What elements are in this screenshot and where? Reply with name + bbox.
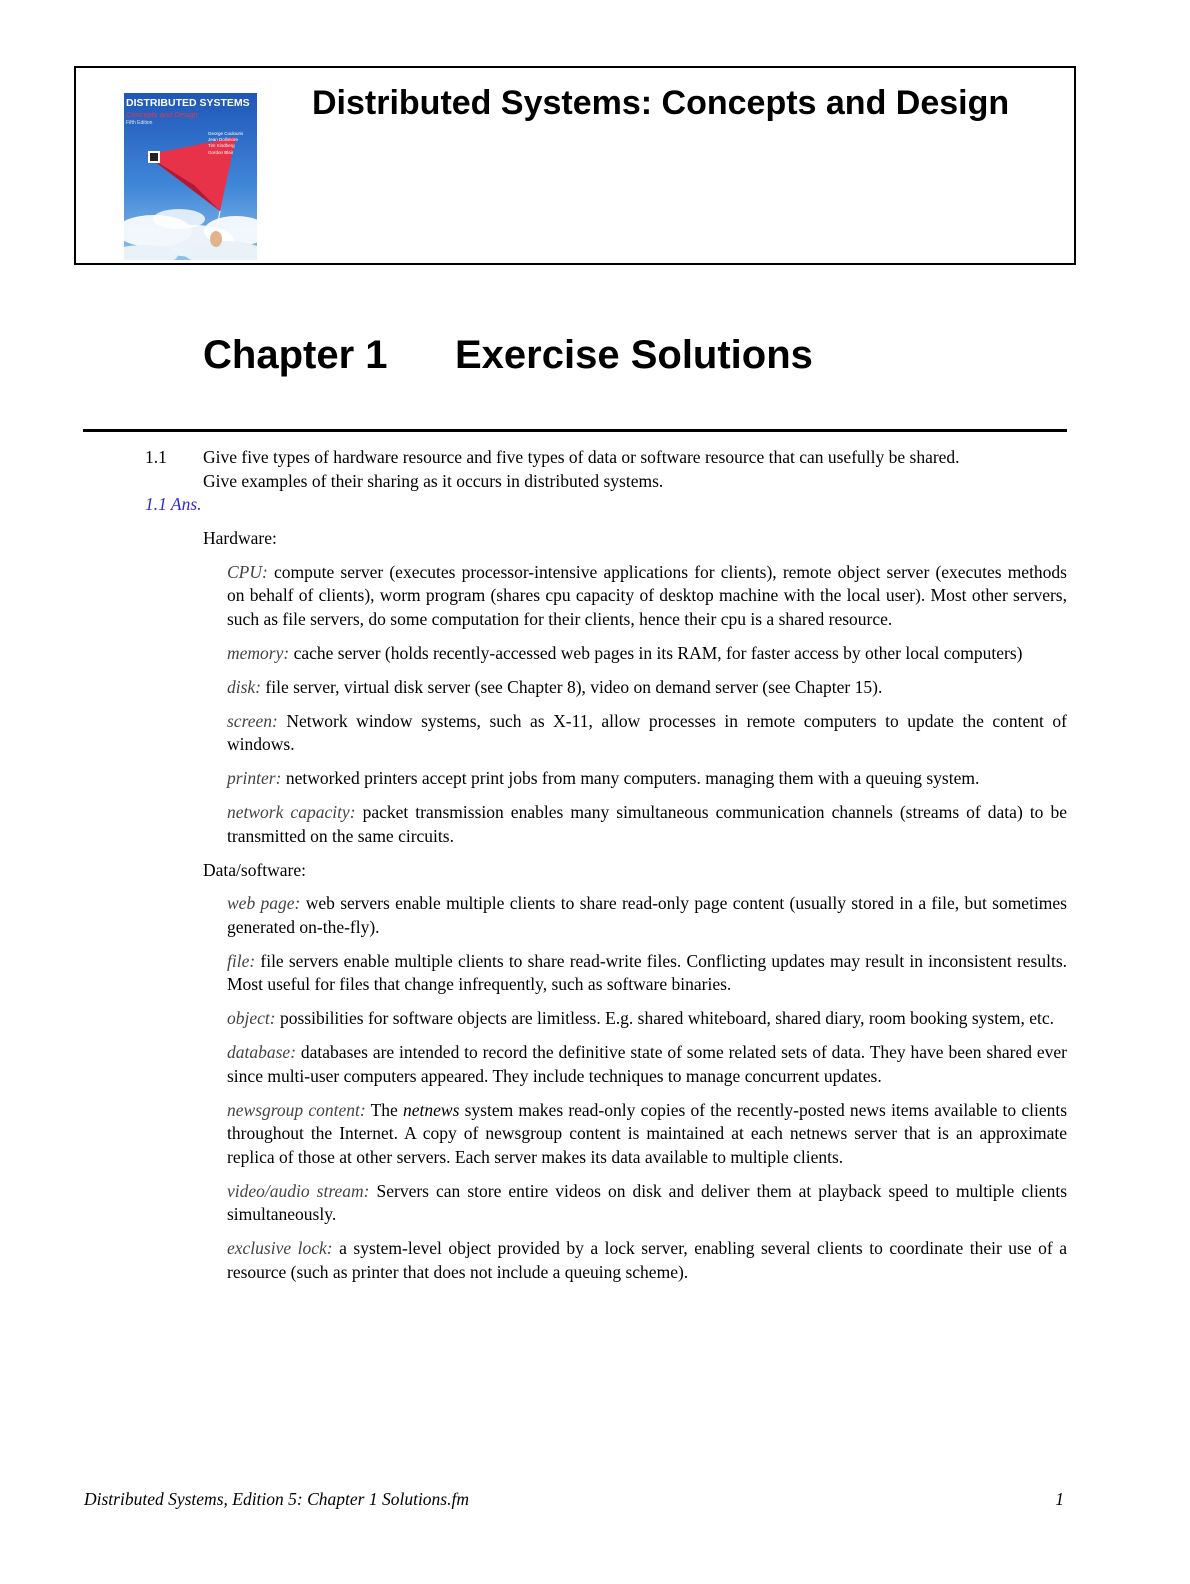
exercise-question: [145, 446, 1075, 493]
item-term: CPU:: [227, 561, 268, 582]
item-text: a system-level object provided by a lock server, enabling several clients to coordinate their use of a resource (such as printer that does not include a queuing scheme).: [227, 1238, 1067, 1282]
item-term: file:: [227, 950, 256, 971]
cover-subtitle: Concepts and Design: [126, 110, 198, 119]
item-text: Network window systems, such as X-11, allow processes in remote computers to update the content of windows.: [227, 710, 1068, 754]
chapter-title: Exercise Solutions: [455, 333, 813, 377]
item-text: The: [370, 1099, 398, 1120]
book-title: Distributed Systems: Concepts and Design: [312, 84, 1010, 122]
software-item-object: [227, 1007, 1067, 1031]
item-text: Servers can store entire videos on disk and deliver them at playback speed to multiple clients simultaneously.: [227, 1180, 1068, 1224]
item-term: exclusive lock:: [227, 1238, 333, 1258]
question-number: 1.1: [145, 447, 167, 467]
cover-author: Jean Dollimore: [208, 137, 239, 143]
item-term: printer:: [227, 768, 282, 788]
cover-edition: Fifth Edition: [126, 120, 153, 126]
item-text: file server, virtual disk server (see Chapter 8), video on demand server (see Chapter 15).: [265, 676, 883, 697]
software-item-database: [227, 1041, 1067, 1088]
answer-label: 1.1 Ans.: [145, 494, 202, 514]
heading-rule: [83, 429, 1067, 432]
footer-document-name: Distributed Systems, Edition 5: Chapter 1 Solutions.fm: [84, 1489, 469, 1509]
software-item-newsgroup: [227, 1099, 1067, 1170]
item-term: memory:: [227, 642, 290, 663]
chapter-number: Chapter 1: [203, 333, 388, 377]
cover-author: George Coulouris: [208, 131, 244, 136]
item-text: web servers enable multiple clients to share read-only page content (usually stored in a file, but sometimes generated on-the-fly).: [227, 893, 1067, 937]
header-box: [74, 66, 1076, 265]
footer-page-number: 1: [1055, 1489, 1064, 1509]
item-text: networked printers accept print jobs from many computers. managing them with a queuing system.: [285, 768, 980, 788]
cover-author: Tim Kindberg: [208, 143, 235, 149]
item-term: disk:: [227, 676, 262, 697]
cover-authors: [208, 131, 243, 156]
item-text: cache server (holds recently-accessed web pages in its RAM, for faster access by other local computers): [293, 642, 1023, 663]
answer-body: [203, 527, 1067, 1295]
software-item-video-stream: [227, 1180, 1067, 1227]
hardware-item-disk: [227, 676, 1067, 700]
software-item-file: [227, 950, 1067, 997]
hardware-item-printer: [227, 767, 1067, 791]
book-cover-image: [124, 93, 257, 260]
hardware-heading: Hardware:: [203, 528, 277, 548]
hardware-item-memory: [227, 642, 1067, 666]
item-text: system makes read-only copies of the recently-posted news items available to clients throughout the Internet. A copy of newsgroup content is maintained at each netnews server that is an approximate replica of those at other servers. Each server makes its data available to multiple clients.: [227, 1099, 1068, 1167]
software-item-exclusive-lock: [227, 1237, 1067, 1284]
item-text: file servers enable multiple clients to share read-write files. Conflicting updates may result in inconsistent results. Most useful for files that change infrequently, such as software binaries.: [227, 950, 1068, 994]
item-term: video/audio stream:: [227, 1180, 370, 1201]
item-term: screen:: [227, 710, 278, 731]
software-item-web-page: [227, 892, 1067, 939]
item-text: packet transmission enables many simultaneous communication channels (streams of data) to be transmitted on the same circuits.: [227, 802, 1067, 846]
item-term: web page:: [227, 893, 301, 913]
item-text: possibilities for software objects are limitless. E.g. shared whiteboard, shared diary, room booking system, etc.: [279, 1008, 1055, 1028]
item-text: databases are intended to record the definitive state of some related sets of data. They have been shared ever since multi-user computers appeared. They include techniques to manage concurrent updates.: [227, 1042, 1068, 1086]
item-term: object:: [227, 1008, 276, 1028]
cover-title: DISTRIBUTED SYSTEMS: [126, 97, 250, 109]
item-term: database:: [227, 1042, 297, 1062]
software-heading: Data/software:: [203, 859, 307, 880]
question-text: Give five types of hardware resource and five types of data or software resource that can usefully be shared. Give examples of their sharing as it occurs in distributed systems.: [203, 447, 960, 491]
item-term: network capacity:: [227, 802, 356, 822]
cover-author: Gordon Blair: [208, 149, 234, 155]
chapter-heading: [203, 333, 813, 378]
hardware-item-cpu: [227, 561, 1067, 632]
hardware-item-screen: [227, 710, 1067, 757]
item-term: newsgroup content:: [227, 1099, 366, 1120]
item-text: compute server (executes processor-intensive applications for clients), remote object server (executes methods on behalf of clients), worm program (shares cpu capacity of desktop machine with the local user). Most other servers, such as file servers, do some computation for their clients, hence their cpu is a shared resource.: [227, 561, 1067, 629]
item-text-italic: netnews: [403, 1099, 460, 1120]
hardware-item-network: [227, 801, 1067, 848]
